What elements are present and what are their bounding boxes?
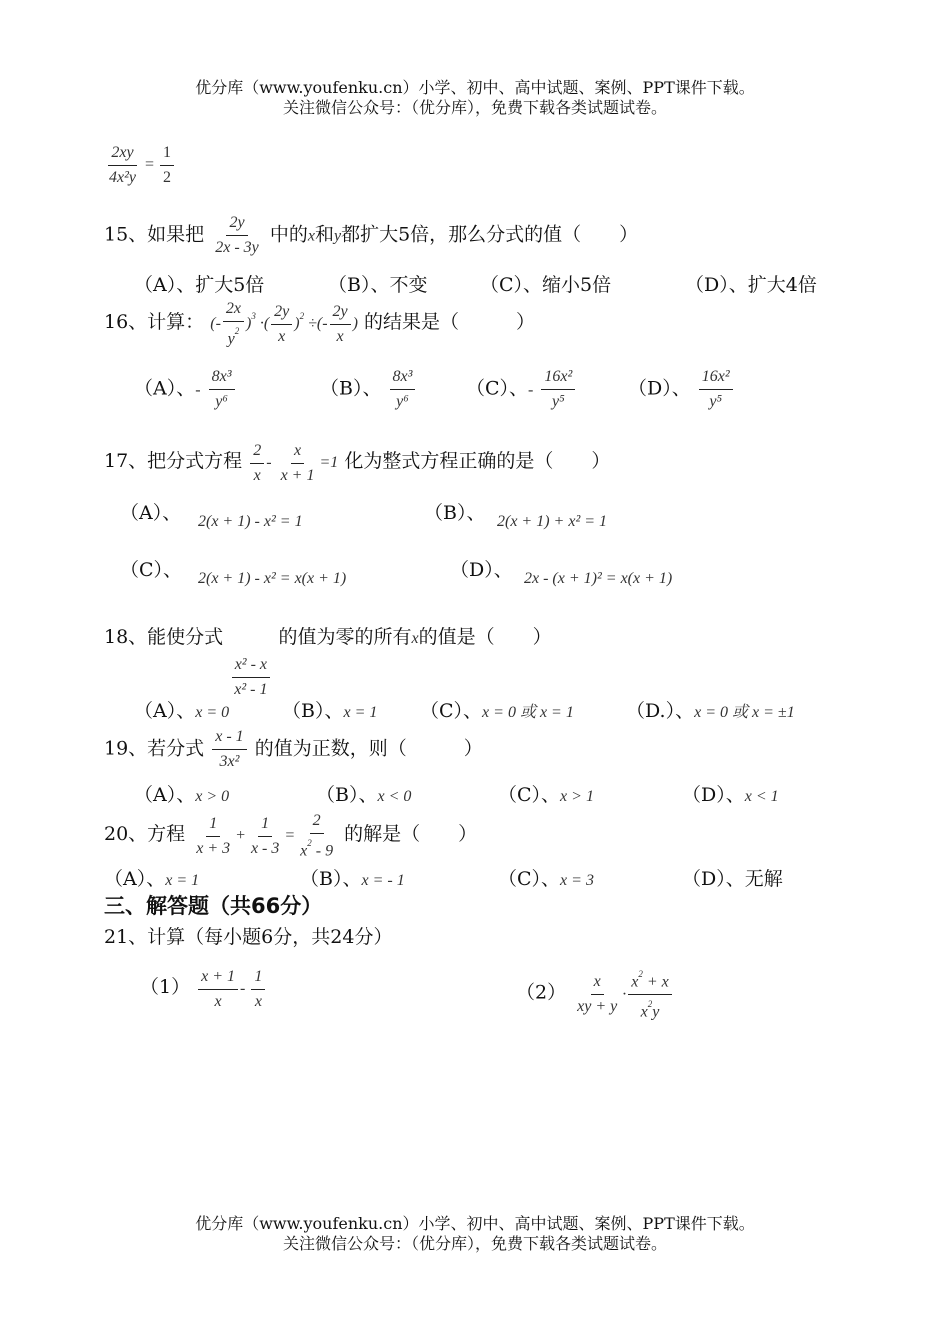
q20-equation: $\frac{1}{x + 3}$ + $\frac{1}{x - 3}$ = $\frac{2}{x^2 - 9}$ bbox=[196, 812, 334, 860]
q17-option-c-label: （C）、 bbox=[120, 559, 183, 581]
header-line-1: 优分库（www.youfenku.cn）小学、初中、高中试题、案例、PPT课件下载。 bbox=[195, 78, 755, 97]
question-17: 17、把分式方程 $\frac{2}{x}$ - $\frac{x}{x + 1}$ =1 化为整式方程正确的是（ ） bbox=[104, 442, 611, 484]
q20-option-d: （D）、无解 bbox=[682, 868, 783, 890]
q19-option-c: （C）、x > 1 bbox=[498, 784, 594, 806]
q19-option-d: （D）、x < 1 bbox=[682, 784, 779, 806]
q17-option-c-expr: 2(x + 1) - x² = x(x + 1) bbox=[198, 570, 347, 587]
q18-option-d: （D.）、x = 0 或 x = ±1 bbox=[626, 700, 795, 722]
q18-option-b: （B）、x = 1 bbox=[282, 700, 378, 722]
question-20: 20、方程 $\frac{1}{x + 3}$ + $\frac{1}{x - 3}$ = $\frac{2}{x^2 - 9}$ 的解是（ ） bbox=[104, 812, 478, 860]
q20-option-c: （C）、x = 3 bbox=[498, 868, 594, 890]
q15-option-b: （B）、不变 bbox=[328, 274, 428, 296]
q17-option-a-label: （A）、 bbox=[120, 502, 182, 524]
section-3-title: 三、解答题（共66分） bbox=[104, 894, 323, 918]
q21-part-1: （1） $\frac{x + 1}{x}$ - $\frac{1}{x}$ bbox=[140, 966, 267, 1013]
question-16: 16、计算： (- $\frac{2x}{y^2}$ )$^3$ ·( $\frac{2y}{x}$ )$^2$ ÷(- $\frac{2y}{x}$ ) 的结果是（ ） bbox=[104, 300, 536, 348]
q18-option-c: （C）、x = 0 或 x = 1 bbox=[420, 700, 574, 722]
question-18: 18、能使分式 $\frac{\text{x² - x}}{\text{x² - 1}}$ 的值为零的所有x的值是（ ） bbox=[104, 626, 552, 698]
q16-option-c: （C）、- $\frac{\text{16x²}}{\text{y⁵}}$ bbox=[466, 366, 577, 413]
q19-option-b: （B）、x < 0 bbox=[316, 784, 412, 806]
header-line-2: 关注微信公众号：（优分库），免费下载各类试题试卷。 bbox=[282, 98, 667, 117]
question-19: 19、若分式 $\frac{x - 1}{\text{3x²}}$ 的值为正数，则（ ） bbox=[104, 728, 483, 770]
q20-option-a: （A）、x = 1 bbox=[104, 868, 200, 890]
q18-option-a: （A）、x = 0 bbox=[134, 700, 230, 722]
q15-option-c: （C）、缩小5倍 bbox=[480, 274, 612, 296]
question-15: 15、如果把 $\frac{2y}{2x - 3y}$ 中的x和y都扩大5倍，那么分式的值（ ） bbox=[104, 214, 639, 256]
top-formula: $\frac{2xy}{\text{4x²y}}$ = $\frac{1}{2}$ bbox=[104, 142, 176, 189]
question-21-title: 21、计算（每小题6分，共24分） bbox=[104, 926, 393, 948]
q15-option-a: （A）、扩大5倍 bbox=[134, 274, 265, 296]
q19-option-a: （A）、x > 0 bbox=[134, 784, 230, 806]
q17-option-a-expr: 2(x + 1) - x² = 1 bbox=[198, 513, 303, 530]
q20-option-b: （B）、x = - 1 bbox=[300, 868, 405, 890]
footer-line-1: 优分库（www.youfenku.cn）小学、初中、高中试题、案例、PPT课件下载。 bbox=[195, 1214, 755, 1233]
q15-option-d: （D）、扩大4倍 bbox=[685, 274, 817, 296]
footer-line-2: 关注微信公众号：（优分库），免费下载各类试题试卷。 bbox=[282, 1234, 667, 1253]
q21-part-2: （2） $\frac{x}{xy + y}$ · $\frac{x^2 + x}{x^2y}$ bbox=[516, 966, 674, 1024]
q17-equation: $\frac{2}{x}$ - $\frac{x}{x + 1}$ =1 bbox=[248, 454, 338, 471]
q17-option-d-expr: 2x - (x + 1)² = x(x + 1) bbox=[524, 570, 673, 587]
q16-option-a: （A）、- $\frac{\text{8x³}}{\text{y⁶}}$ bbox=[134, 366, 237, 413]
q17-option-b-expr: 2(x + 1) + x² = 1 bbox=[497, 513, 608, 530]
q16-option-b: （B）、 $\frac{\text{8x³}}{\text{y⁶}}$ bbox=[320, 366, 417, 413]
q17-option-b-label: （B）、 bbox=[424, 502, 486, 524]
q17-option-d-label: （D）、 bbox=[450, 559, 513, 581]
q16-expression: (- $\frac{2x}{y^2}$ )$^3$ ·( $\frac{2y}{x}$ )$^2$ ÷(- $\frac{2y}{x}$ ) bbox=[210, 300, 358, 348]
q16-option-d: （D）、 $\frac{\text{16x²}}{\text{y⁵}}$ bbox=[628, 366, 735, 413]
